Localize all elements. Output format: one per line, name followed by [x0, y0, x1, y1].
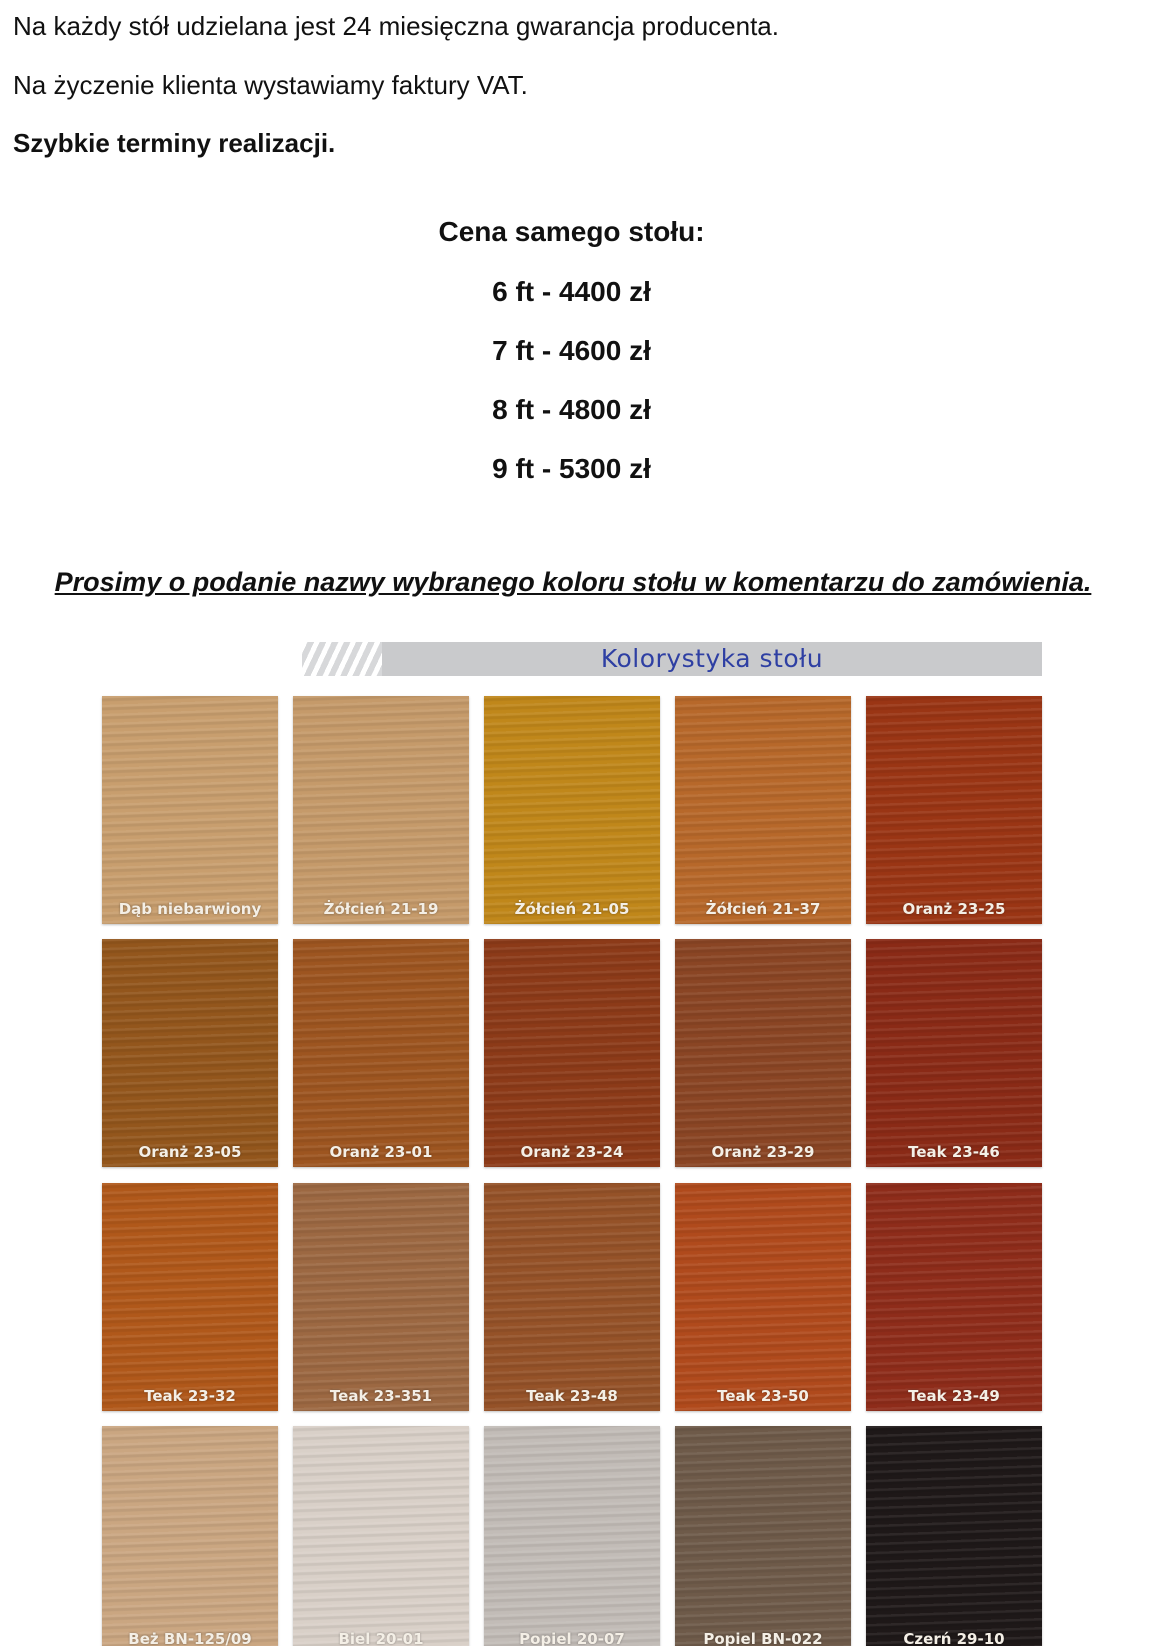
swatch-label: Biel 20-01	[338, 1630, 424, 1646]
color-swatch	[675, 1183, 851, 1411]
swatch-label: Beż BN-125/09	[128, 1630, 252, 1646]
swatch-label: Teak 23-46	[908, 1143, 1000, 1161]
swatch-label: Teak 23-32	[144, 1387, 236, 1405]
swatch-label: Oranż 23-01	[329, 1143, 433, 1161]
color-swatch	[102, 696, 278, 924]
price-8ft: 8 ft - 4800 zł	[492, 394, 651, 425]
palette-banner	[302, 642, 1042, 676]
color-swatch	[102, 1426, 278, 1646]
color-swatch	[293, 939, 469, 1167]
color-note: Prosimy o podanie nazwy wybranego koloru stołu w komentarzu do zamówienia.	[54, 567, 1092, 597]
swatch-label: Teak 23-351	[329, 1387, 433, 1405]
color-swatch	[484, 1426, 660, 1646]
price-6ft: 6 ft - 4400 zł	[492, 276, 651, 307]
color-swatch	[484, 939, 660, 1167]
swatch-label: Dąb niebarwiony	[118, 900, 262, 918]
price-9ft: 9 ft - 5300 zł	[492, 453, 651, 484]
color-swatch	[102, 939, 278, 1167]
swatch-label: Oranż 23-24	[520, 1143, 624, 1161]
color-swatch	[675, 1426, 851, 1646]
swatch-label: Oranż 23-25	[902, 900, 1006, 918]
price-7ft: 7 ft - 4600 zł	[492, 335, 651, 366]
color-swatch	[484, 696, 660, 924]
color-swatch	[866, 939, 1042, 1167]
color-swatch	[866, 696, 1042, 924]
fast-delivery-text: Szybkie terminy realizacji.	[13, 128, 336, 158]
price-title: Cena samego stołu:	[438, 216, 705, 247]
invoice-text: Na życzenie klienta wystawiamy faktury VAT.	[13, 70, 528, 100]
color-swatch	[293, 1426, 469, 1646]
swatch-label: Oranż 23-05	[138, 1143, 242, 1161]
swatch-label: Oranż 23-29	[711, 1143, 815, 1161]
color-swatch	[293, 1183, 469, 1411]
swatch-label: Teak 23-48	[526, 1387, 618, 1405]
palette-title: Kolorystyka stołu	[600, 644, 824, 673]
swatch-label: Teak 23-50	[717, 1387, 809, 1405]
swatch-label: Żółcień 21-19	[323, 900, 439, 918]
color-swatch	[293, 696, 469, 924]
color-swatch	[675, 939, 851, 1167]
color-swatch	[675, 696, 851, 924]
color-swatch	[102, 1183, 278, 1411]
banner-stripes	[302, 642, 382, 676]
swatch-label: Żółcień 21-05	[514, 900, 630, 918]
swatch-label: Teak 23-49	[908, 1387, 1000, 1405]
color-swatch	[866, 1426, 1042, 1646]
swatch-label: Popiel BN-022	[703, 1630, 823, 1646]
swatch-label: Czerń 29-10	[903, 1630, 1005, 1646]
swatch-label: Żółcień 21-37	[705, 900, 821, 918]
color-swatch	[866, 1183, 1042, 1411]
color-swatch	[484, 1183, 660, 1411]
swatch-label: Popiel 20-07	[519, 1630, 625, 1646]
color-palette	[82, 630, 1062, 1646]
warranty-text: Na każdy stół udzielana jest 24 miesięczna gwarancja producenta.	[13, 11, 779, 41]
